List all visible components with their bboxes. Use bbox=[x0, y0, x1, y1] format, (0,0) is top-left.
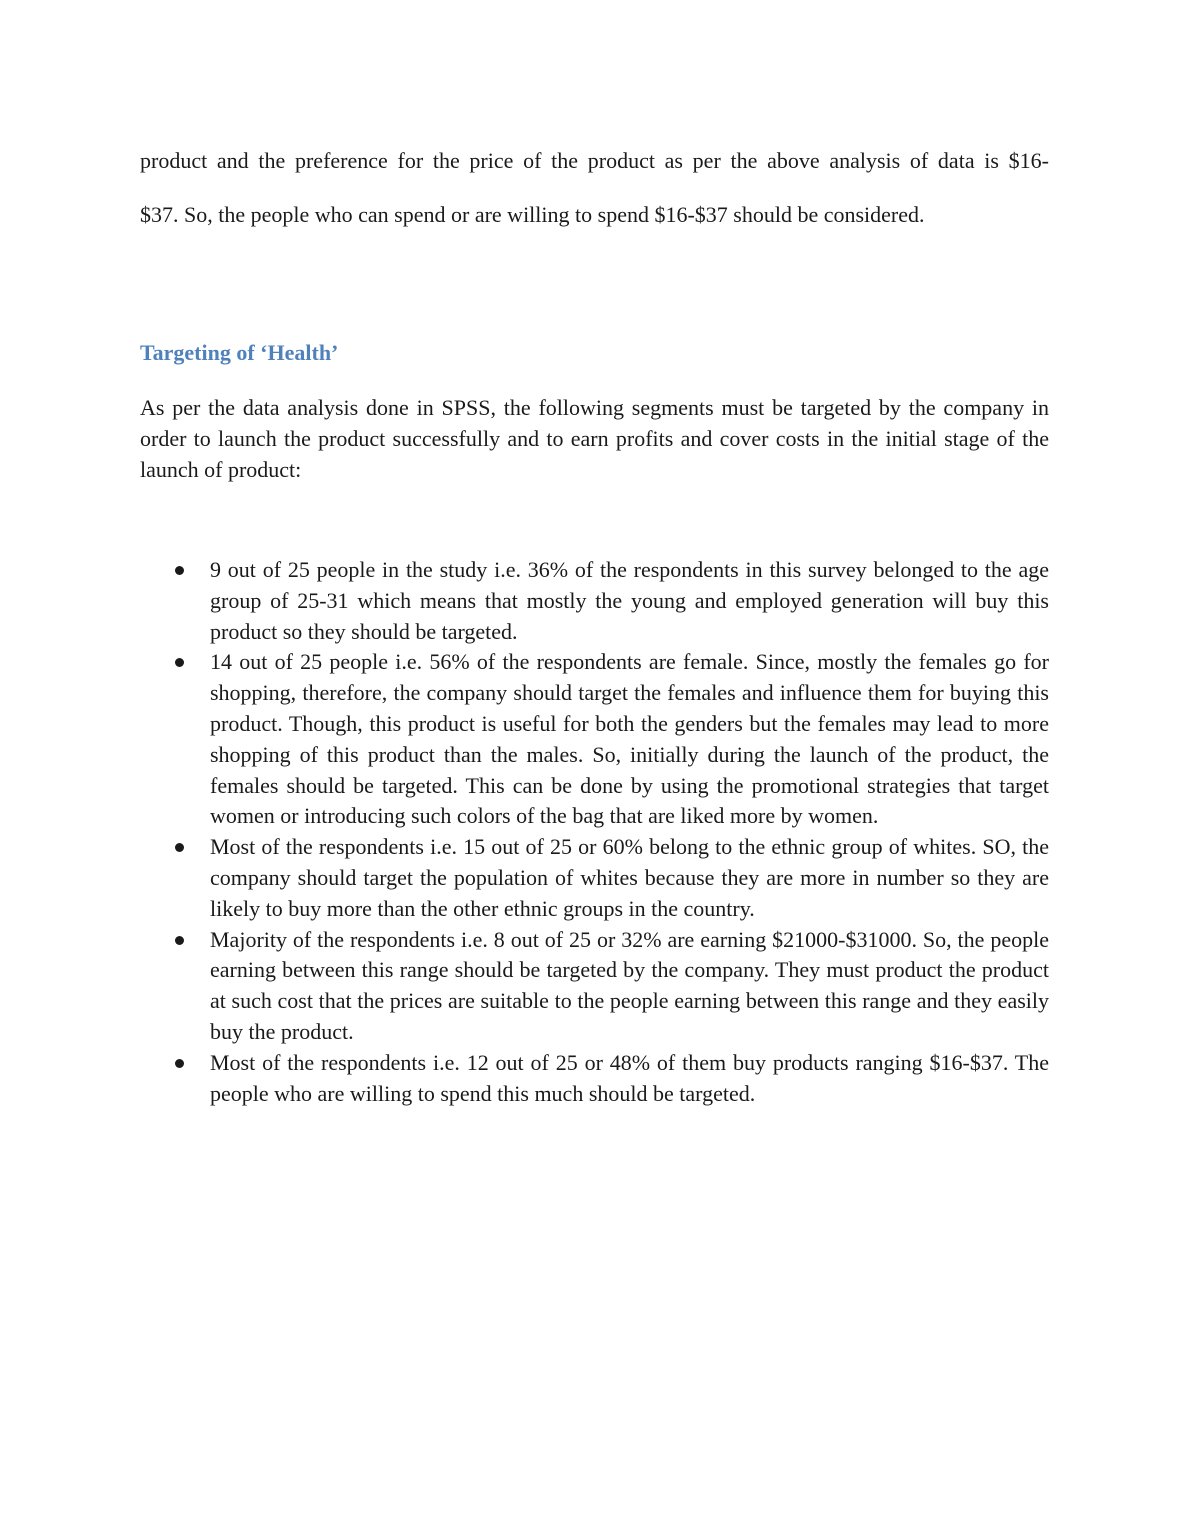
bullet-item bbox=[140, 832, 1049, 924]
bullet-text: 14 out of 25 people i.e. 56% of the respondents are female. Since, mostly the females go for shopping, therefore, the company should target the females and influence them for buying this product. Though, this product is useful for both the genders but the females may lead to more shopping of this product than the males. So, initially during the launch of the product, the females should be targeted. This can be done by using the promotional strategies that target women or introducing such colors of the bag that are liked more by women. bbox=[210, 649, 1049, 829]
top-paragraph-line: $37. So, the people who can spend or are willing to spend $16-$37 should be considered. bbox=[140, 202, 925, 227]
bullet-item bbox=[140, 647, 1049, 832]
bullet-dot-icon bbox=[175, 936, 184, 945]
bullet-item bbox=[140, 1048, 1049, 1110]
bullet-text: Majority of the respondents i.e. 8 out of 25 or 32% are earning $21000-$31000. So, the people earning between this range should be targeted by the company. They must product the product at such cost that the prices are suitable to the people earning between this range and they easily buy the product. bbox=[210, 926, 1049, 1044]
bullet-dot-icon bbox=[175, 843, 184, 852]
intro-paragraph: As per the data analysis done in SPSS, the following segments must be targeted by the company in order to launch the product successfully and to earn profits and cover costs in the initial stage of the launch of product: bbox=[140, 395, 1049, 482]
bullet-item bbox=[140, 925, 1049, 1048]
section-heading: Targeting of ‘Health’ bbox=[140, 340, 339, 365]
top-paragraph-line: product and the preference for the price of the product as per the above analysis of data is $16- bbox=[140, 148, 1049, 173]
bullet-dot-icon bbox=[175, 658, 184, 667]
document-body bbox=[140, 134, 1049, 1106]
bullet-dot-icon bbox=[175, 1059, 184, 1068]
bullet-text: 9 out of 25 people in the study i.e. 36% of the respondents in this survey belonged to the age group of 25-31 which means that mostly the young and employed generation will buy this product so they should be targeted. bbox=[210, 557, 1049, 644]
bullet-list bbox=[140, 555, 1049, 1109]
bullet-text: Most of the respondents i.e. 12 out of 25 or 48% of them buy products ranging $16-$37. The people who are willing to spend this much should be targeted. bbox=[210, 1049, 1049, 1106]
bullet-dot-icon bbox=[175, 566, 184, 575]
top-paragraph bbox=[140, 134, 1049, 242]
bullet-text: Most of the respondents i.e. 15 out of 25 or 60% belong to the ethnic group of whites. SO, the company should target the population of whites because they are more in number so they are likely to buy more than the other ethnic groups in the country. bbox=[210, 834, 1049, 921]
bullet-item bbox=[140, 555, 1049, 647]
